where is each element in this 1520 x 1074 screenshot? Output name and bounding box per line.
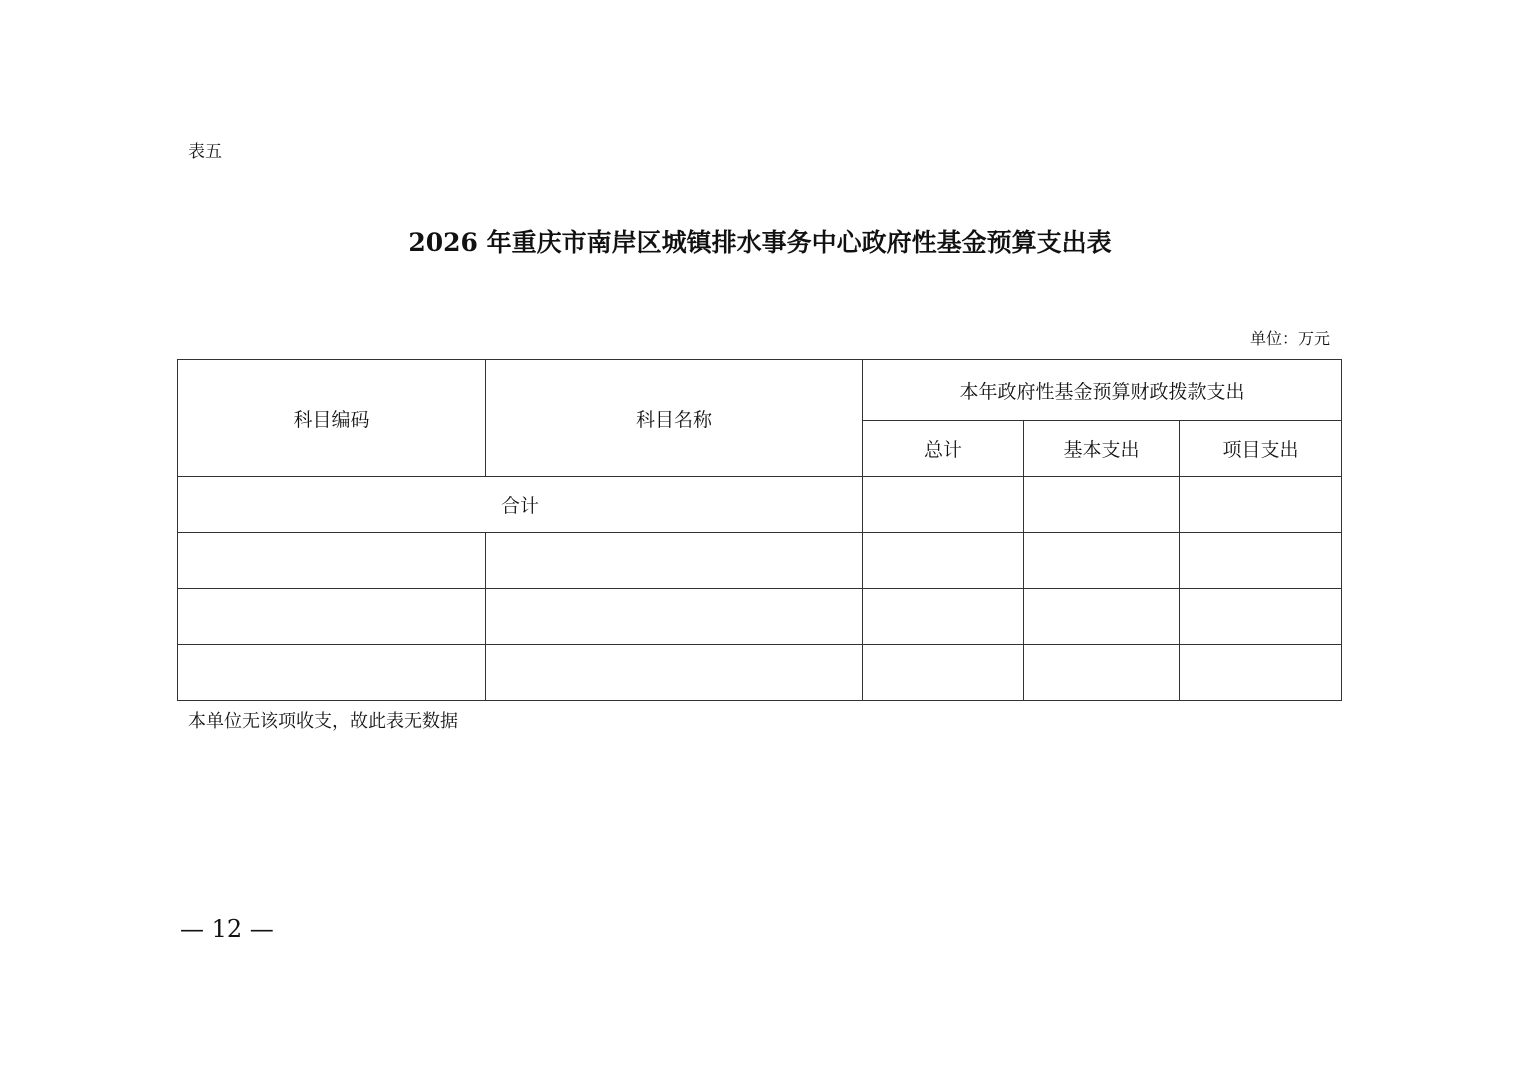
header-row — [178, 360, 1342, 421]
cell-basic — [1024, 645, 1180, 701]
total-row-project — [1180, 477, 1342, 533]
table-row — [178, 645, 1342, 701]
cell-name — [486, 589, 863, 645]
cell-code — [178, 589, 486, 645]
header-total: 总计 — [863, 421, 1024, 477]
no-data-note: 本单位无该项收支，故此表无数据 — [188, 711, 458, 732]
header-name: 科目名称 — [486, 360, 863, 477]
header-group: 本年政府性基金预算财政拨款支出 — [863, 360, 1342, 421]
document-title: 2026 年重庆市南岸区城镇排水事务中心政府性基金预算支出表 — [408, 228, 1112, 257]
cell-total — [863, 589, 1024, 645]
cell-code — [178, 533, 486, 589]
cell-basic — [1024, 533, 1180, 589]
cell-name — [486, 533, 863, 589]
cell-project — [1180, 589, 1342, 645]
cell-project — [1180, 533, 1342, 589]
table-label: 表五 — [188, 142, 222, 162]
header-basic: 基本支出 — [1024, 421, 1180, 477]
cell-name — [486, 645, 863, 701]
page-number: — 12 — — [180, 915, 274, 943]
budget-table — [177, 359, 1342, 701]
total-row-total — [863, 477, 1024, 533]
cell-code — [178, 645, 486, 701]
table-row — [178, 533, 1342, 589]
total-row-basic — [1024, 477, 1180, 533]
cell-total — [863, 533, 1024, 589]
total-row-label: 合计 — [178, 477, 863, 533]
table-row — [178, 589, 1342, 645]
cell-project — [1180, 645, 1342, 701]
header-project: 项目支出 — [1180, 421, 1342, 477]
unit-label: 单位：万元 — [1249, 329, 1330, 348]
header-code: 科目编码 — [178, 360, 486, 477]
cell-total — [863, 645, 1024, 701]
total-row — [178, 477, 1342, 533]
cell-basic — [1024, 589, 1180, 645]
